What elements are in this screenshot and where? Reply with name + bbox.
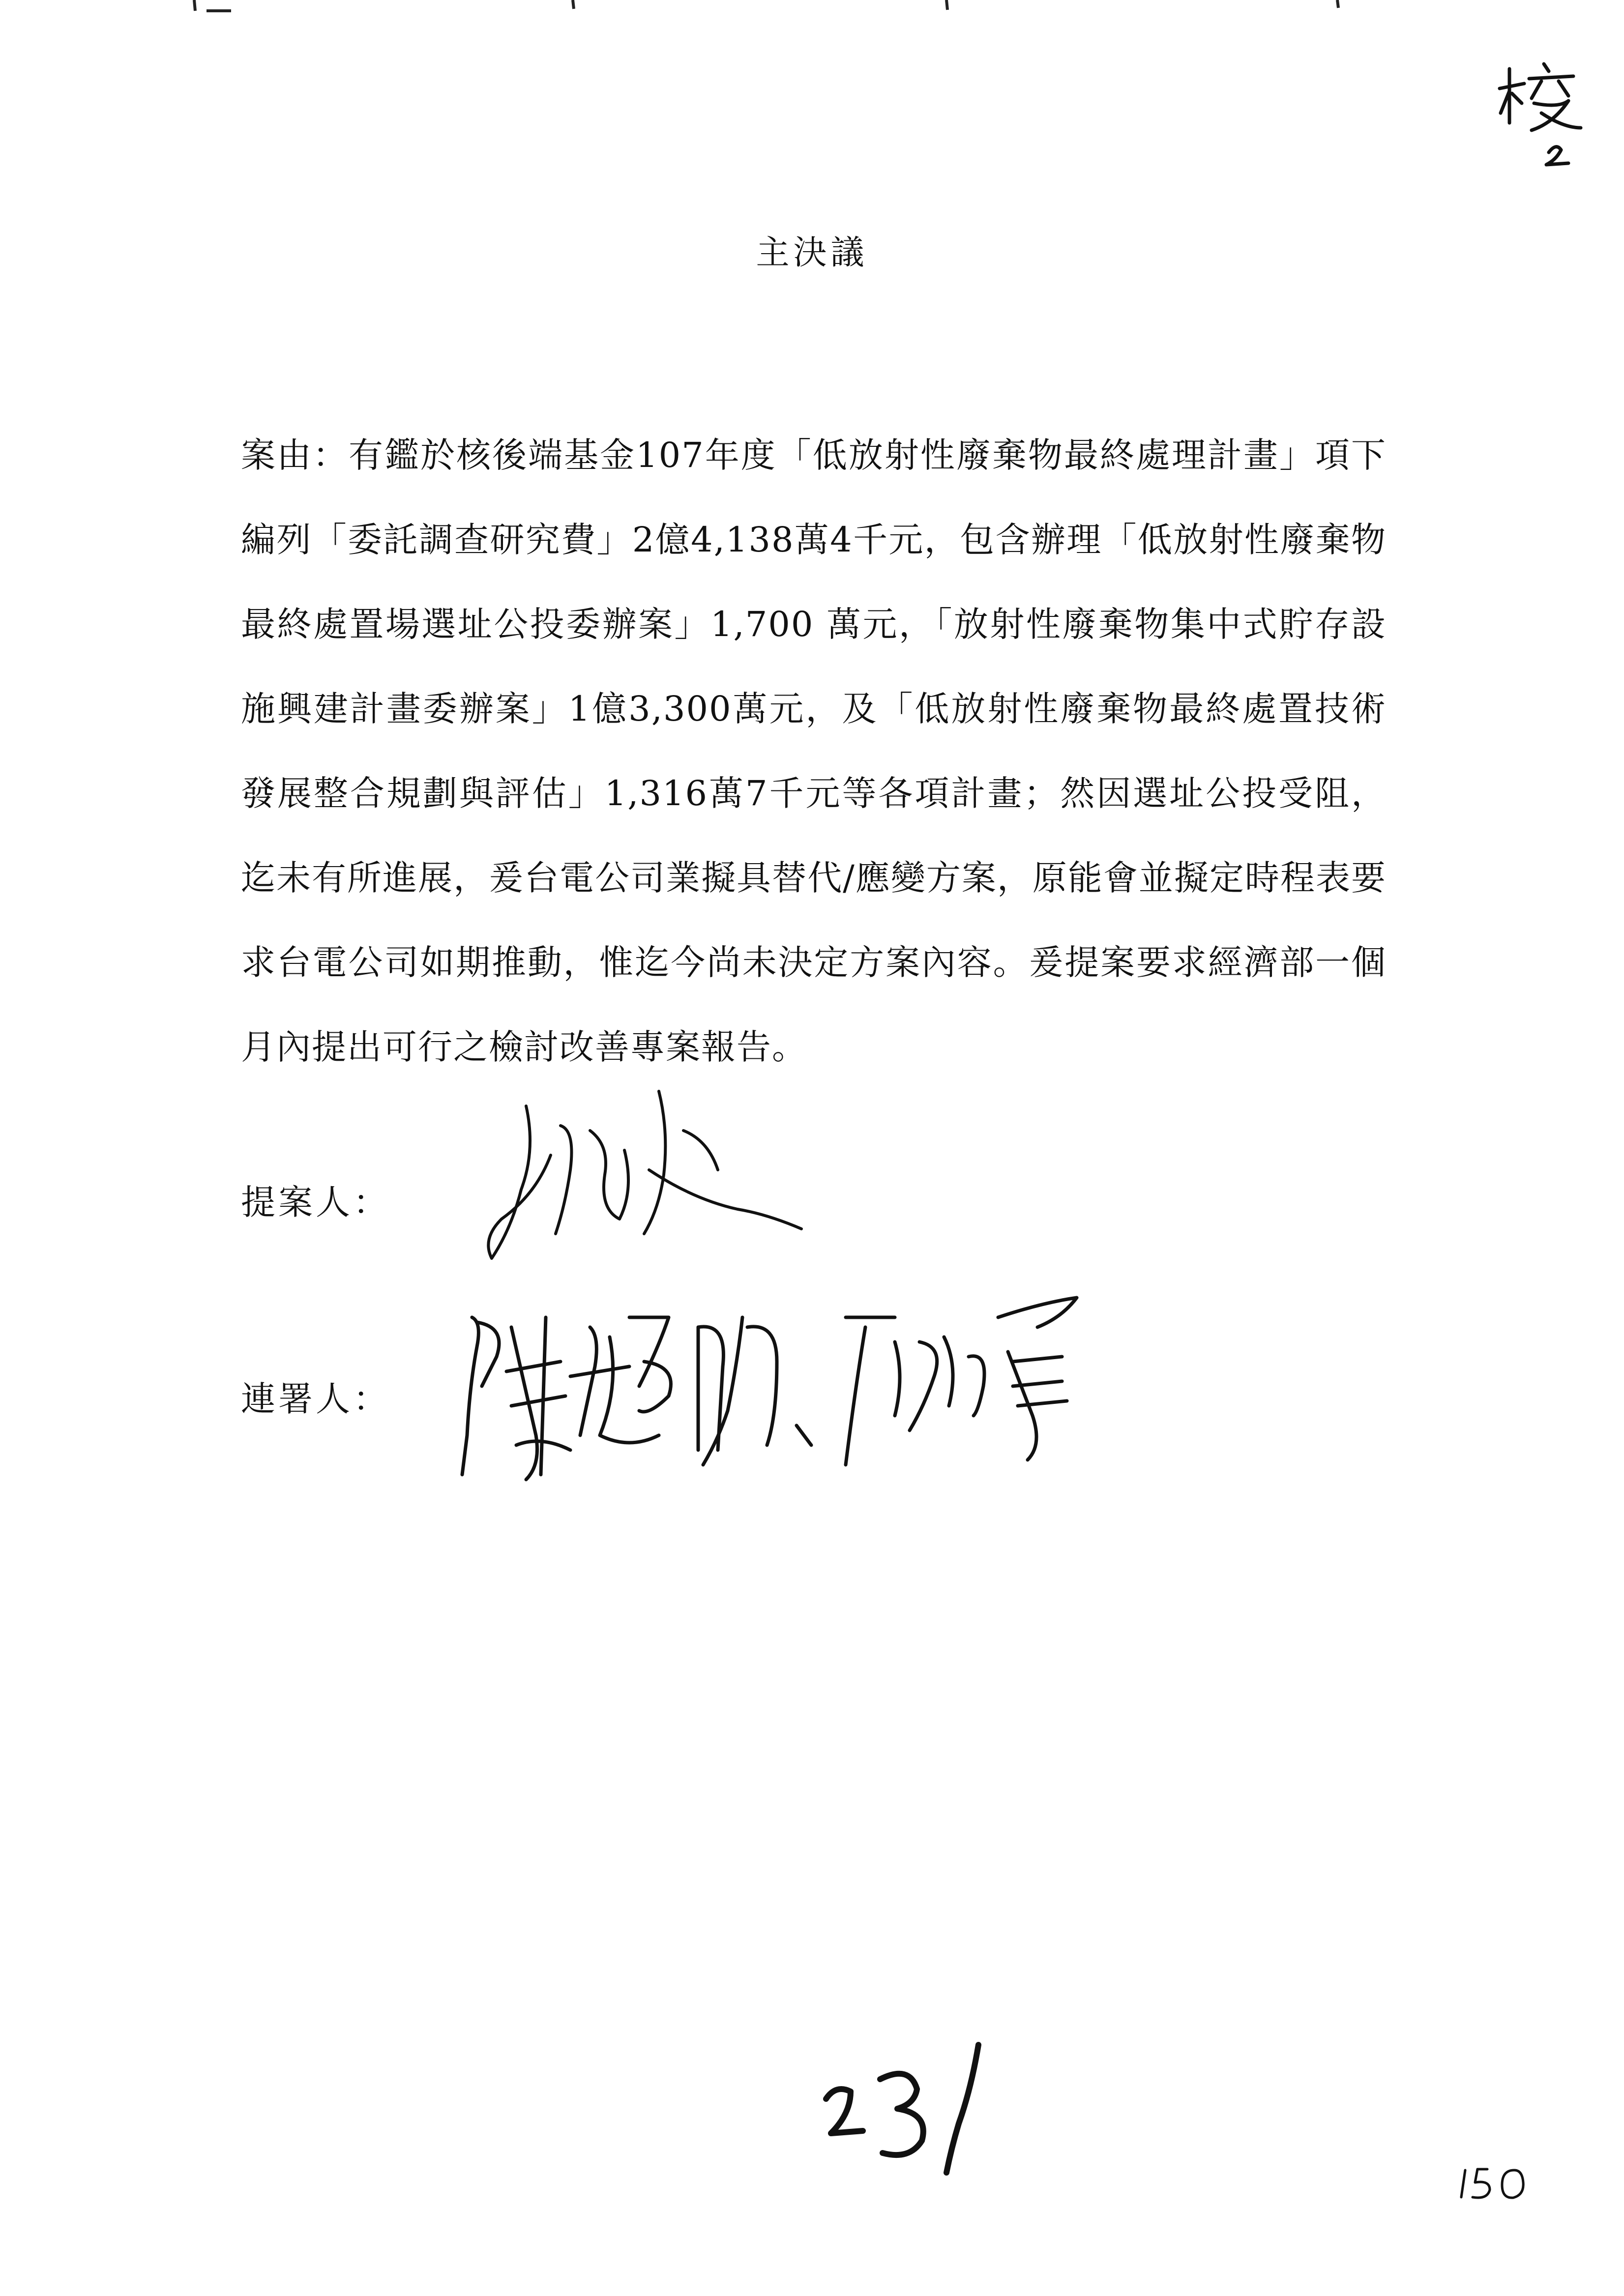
handwritten-page-mark <box>816 2035 1013 2178</box>
handwritten-corner-annotation <box>1495 54 1593 172</box>
proposer-signature <box>462 1072 836 1278</box>
case-description: 案由：有鑑於核後端基金107年度「低放射性廢棄物最終處理計畫」項下編列「委託調查研究費」2億4,138萬4千元，包含辦理「低放射性廢棄物最終處置場選址公投委辦案」1,700 萬元，「放射性廢棄物集中式貯存設施興建計畫委辦案」1億3,300萬元，及「低放射性廢棄物最終處置技術發展整合規劃與評估」1,316萬7千元等各項計畫；然因選址公投受阻，迄未有所進展，爰台電公司業擬具替代/應變方案，原能會並擬定時程表要求台電公司如期推動，惟迄今尚未決定方案內容。爰提案要求經濟部一個月內提出可行之檢討改善專案報告。 <box>241 435 1387 1067</box>
proposer-label: 提案人： <box>241 1182 390 1222</box>
scan-edge-marks <box>0 0 1624 15</box>
cosigner-signatures <box>423 1288 1160 1494</box>
handwritten-page-number <box>1455 2155 1534 2205</box>
cosigner-label: 連署人： <box>241 1379 390 1419</box>
document-title: 主決議 <box>756 233 868 272</box>
